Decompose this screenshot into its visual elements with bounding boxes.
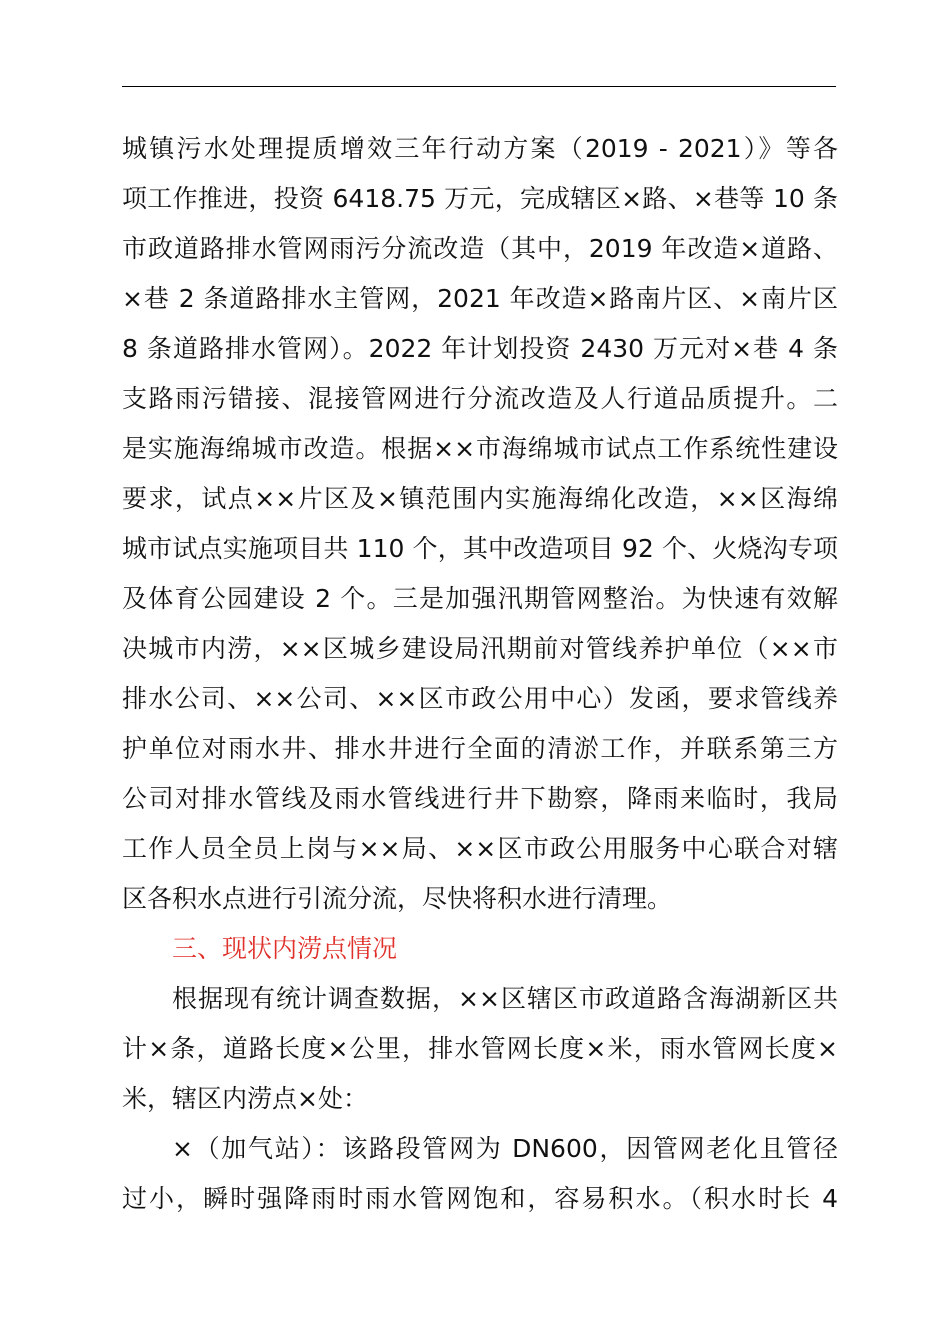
document-body: [122, 124, 838, 1224]
paragraph-statistics: [122, 974, 838, 1124]
section-heading: 三、现状内涝点情况: [172, 934, 398, 963]
text-line: 城镇污水处理提质增效三年行动方案（2019 - 2021）》等各: [122, 134, 838, 163]
text-line: 项工作推进，投资 6418.75 万元，完成辖区×路、×巷等 10 条: [122, 184, 838, 213]
text-line: 决城市内涝，××区城乡建设局汛期前对管线养护单位（××市: [122, 634, 838, 663]
text-line: 8 条道路排水管网）。2022 年计划投资 2430 万元对×巷 4 条: [122, 334, 838, 363]
text-line: 公司对排水管线及雨水管线进行井下勘察，降雨来临时，我局: [122, 784, 838, 813]
text-line: 是实施海绵城市改造。根据××市海绵城市试点工作系统性建设: [122, 434, 838, 463]
text-line: 排水公司、××公司、××区市政公用中心）发函，要求管线养: [122, 684, 838, 713]
text-line: ×巷 2 条道路排水主管网，2021 年改造×路南片区、×南片区: [122, 284, 838, 313]
text-line: 护单位对雨水井、排水井进行全面的清淤工作，并联系第三方: [122, 734, 838, 763]
text-line: 支路雨污错接、混接管网进行分流改造及人行道品质提升。二: [122, 384, 838, 413]
text-line: 城市试点实施项目共 110 个，其中改造项目 92 个、火烧沟专项: [122, 534, 838, 563]
text-line: 市政道路排水管网雨污分流改造（其中，2019 年改造×道路、: [122, 234, 838, 263]
paragraph-pipe-network-work: [122, 124, 838, 924]
header-rule: [122, 86, 836, 87]
text-line: 计×条，道路长度×公里，排水管网长度×米，雨水管网长度×: [122, 1034, 838, 1063]
text-line-last: 区各积水点进行引流分流，尽快将积水进行清理。: [122, 884, 673, 913]
text-line: 及体育公园建设 2 个。三是加强汛期管网整治。为快速有效解: [122, 584, 838, 613]
text-line: 工作人员全员上岗与××局、××区市政公用服务中心联合对辖: [122, 834, 838, 863]
text-line: 根据现有统计调查数据，××区辖区市政道路含海湖新区共: [172, 984, 838, 1013]
text-line: 过小，瞬时强降雨时雨水管网饱和，容易积水。（积水时长 4: [122, 1184, 838, 1213]
paragraph-waterlogging-point: [122, 1124, 838, 1224]
text-line: ×（加气站）：该路段管网为 DN600，因管网老化且管径: [172, 1134, 838, 1163]
text-line: 要求，试点××片区及×镇范围内实施海绵化改造，××区海绵: [122, 484, 838, 513]
text-line-last: 米，辖区内涝点×处：: [122, 1084, 368, 1113]
